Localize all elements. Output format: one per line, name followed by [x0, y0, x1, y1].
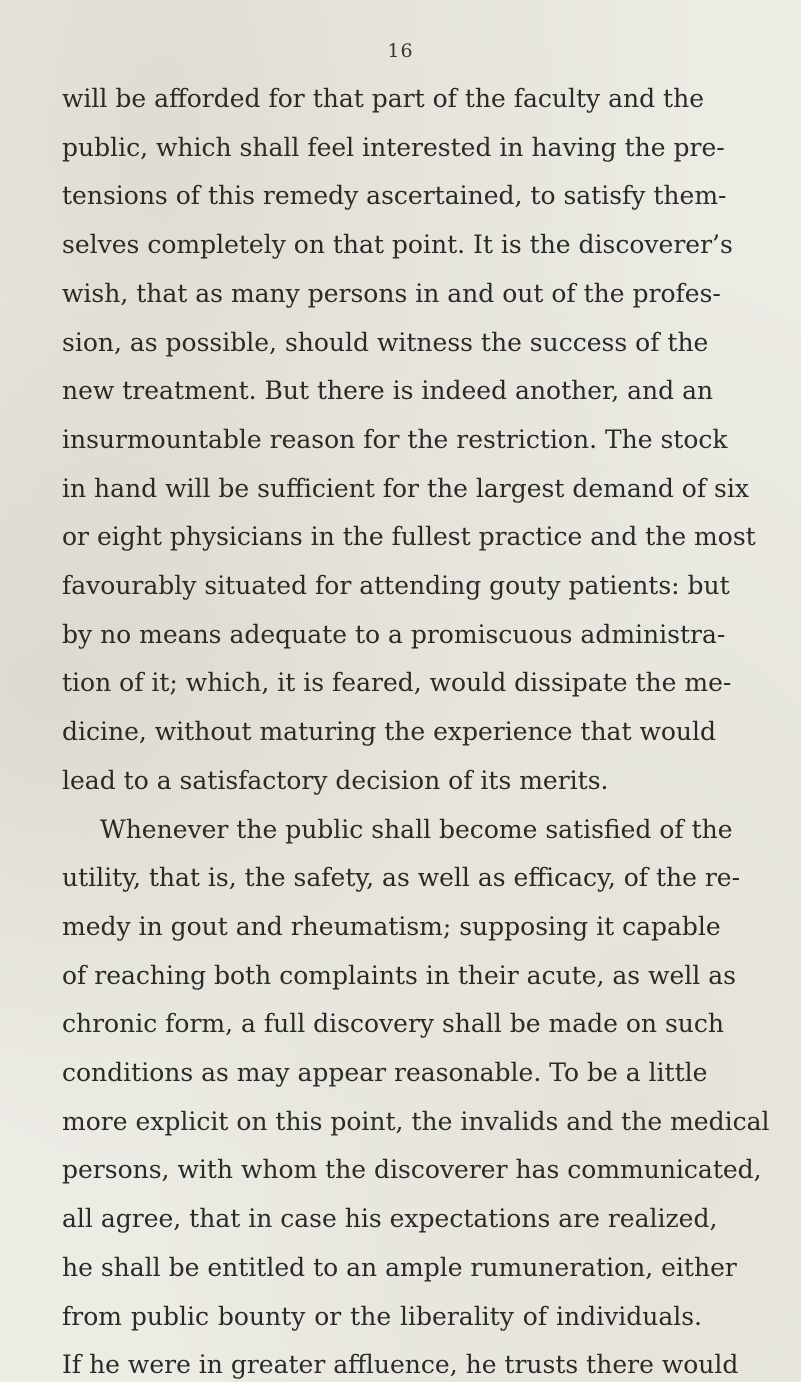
text-line: new treatment. But there is indeed another, and an: [62, 376, 714, 405]
text-line: If he were in greater affluence, he trusts there would: [62, 1350, 739, 1379]
text-line: medy in gout and rheumatism; supposing it capable: [62, 912, 721, 941]
text-line: Whenever the public shall become satisfied of the: [100, 815, 733, 844]
text-line: of reaching both complaints in their acute, as well as: [62, 961, 736, 990]
text-line: persons, with whom the discoverer has communicated,: [62, 1155, 762, 1184]
text-line: selves completely on that point. It is the discoverer’s: [62, 230, 733, 259]
text-line: tion of it; which, it is feared, would dissipate the me-: [62, 668, 732, 697]
text-line: conditions as may appear reasonable. To be a little: [62, 1058, 708, 1087]
text-line: public, which shall feel interested in having the pre-: [62, 133, 725, 162]
page-number: 16: [387, 40, 414, 62]
text-line: he shall be entitled to an ample rumuneration, either: [62, 1253, 737, 1282]
text-line: by no means adequate to a promiscuous administra-: [62, 620, 726, 649]
text-line: utility, that is, the safety, as well as efficacy, of the re-: [62, 863, 741, 892]
text-line: wish, that as many persons in and out of the profes-: [62, 279, 721, 308]
text-line: or eight physicians in the fullest practice and the most: [62, 522, 756, 551]
text-line: sion, as possible, should witness the success of the: [62, 328, 709, 357]
text-line: dicine, without maturing the experience that would: [62, 717, 716, 746]
text-line: lead to a satisfactory decision of its merits.: [62, 766, 609, 795]
text-line: will be afforded for that part of the faculty and the: [62, 84, 705, 113]
text-line: favourably situated for attending gouty patients: but: [62, 571, 730, 600]
text-line: more explicit on this point, the invalids and the medical: [62, 1107, 770, 1136]
text-line: tensions of this remedy ascertained, to satisfy them-: [62, 181, 727, 210]
text-line: in hand will be sufficient for the largest demand of six: [62, 474, 749, 503]
text-line: all agree, that in case his expectations are realized,: [62, 1204, 718, 1233]
text-line: insurmountable reason for the restriction. The stock: [62, 425, 728, 454]
text-line: from public bounty or the liberality of individuals.: [62, 1302, 702, 1331]
text-line: chronic form, a full discovery shall be made on such: [62, 1009, 724, 1038]
